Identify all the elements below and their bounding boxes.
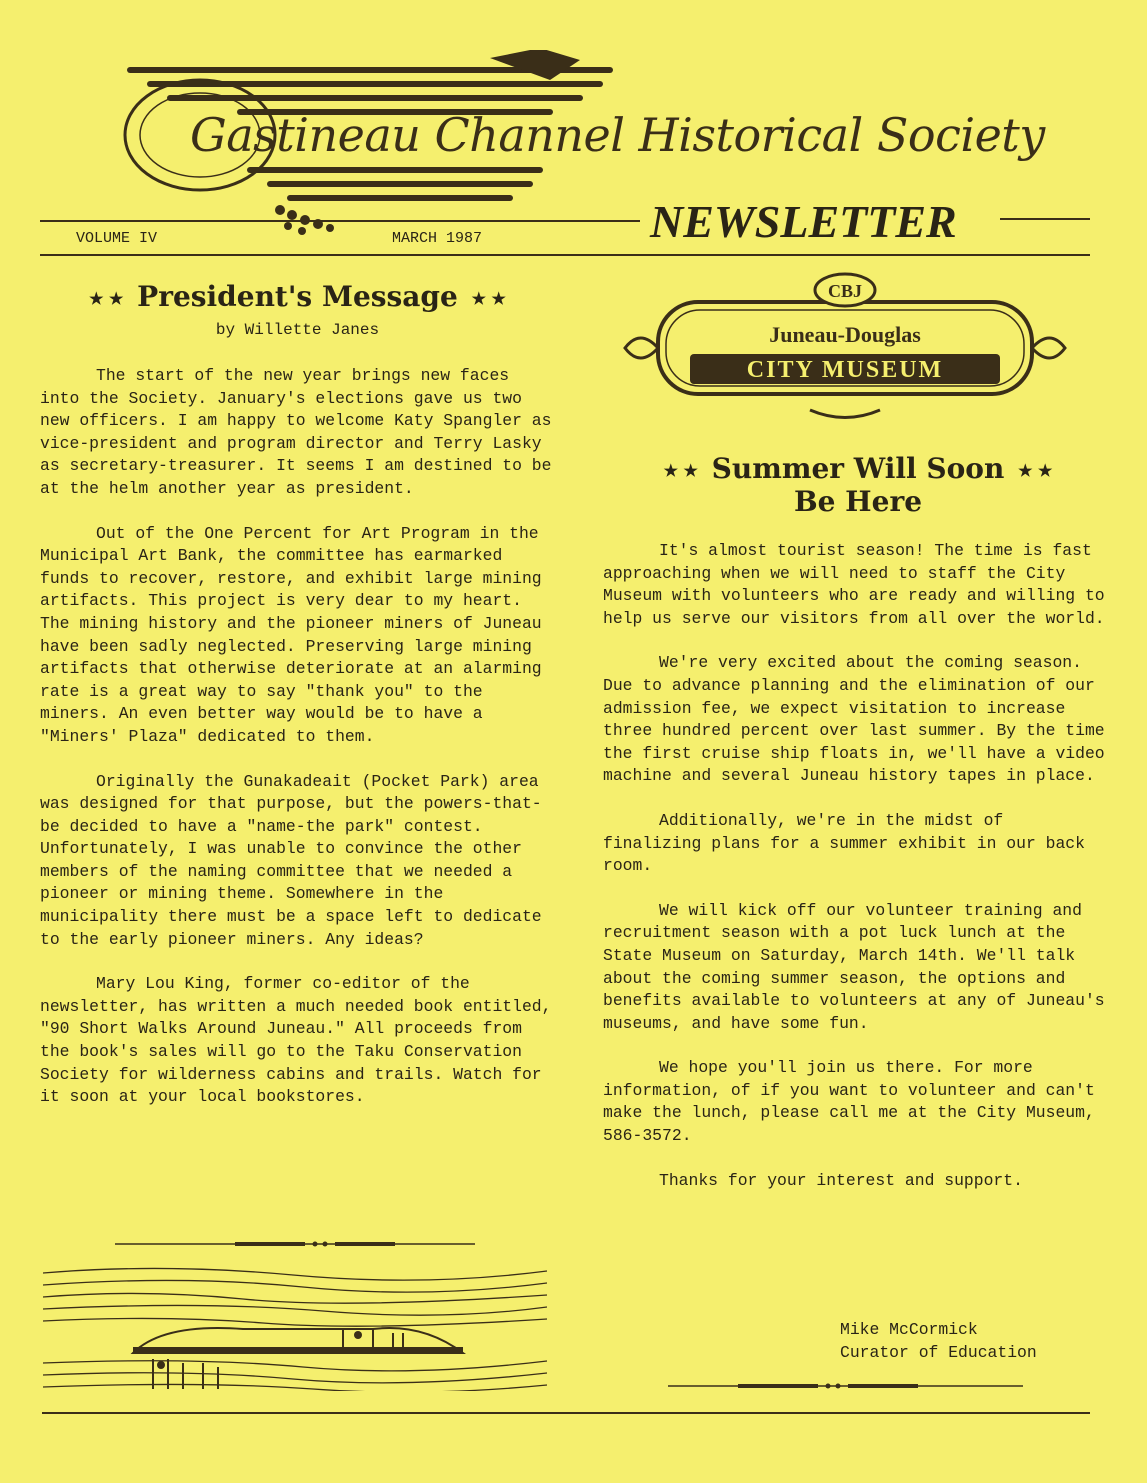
article-heading — [40, 280, 555, 313]
footer-divider — [42, 1412, 1090, 1414]
summer-title-line1: Summer Will Soon — [711, 452, 1005, 485]
star-icon: ★ ★ — [663, 461, 698, 480]
paragraph: Thanks for your interest and support. — [659, 1170, 1023, 1190]
signature-block — [840, 1318, 1037, 1364]
masthead-rule — [40, 220, 640, 222]
star-icon: ★ ★ — [89, 289, 124, 308]
volume-label: VOLUME IV — [76, 230, 158, 247]
paragraph: The start of the new year brings new faces into the Society. January's elections gave us two new officers. I am happy to welcome Katy Spangler as vice-president and program director and Terry Lasky as secretary-treasurer. It seems I am destined to be at the helm another year as president. — [40, 366, 552, 498]
museum-badge-text: CBJ — [827, 281, 863, 301]
issue-date: MARCH 1987 — [392, 230, 483, 247]
summer-title-line2: Be Here — [793, 485, 923, 518]
summer-article — [603, 452, 1113, 1214]
mine-tunnel-illustration — [43, 1263, 547, 1391]
ornament-divider-icon — [115, 1238, 475, 1250]
paragraph: Mary Lou King, former co-editor of the newsletter, has written a much needed book entitled, "90 Short Walks Around Juneau." All proceeds from the book's sales will go to the Taku Conservation Society for wilderness cabins and trails. Watch for it soon at your local bookstores. — [40, 974, 552, 1107]
museum-name-line2: CITY MUSEUM — [746, 357, 944, 383]
newsletter-title: NEWSLETTER — [650, 196, 957, 247]
article-heading — [603, 452, 1113, 485]
masthead — [40, 50, 1090, 260]
paragraph: Originally the Gunakadeait (Pocket Park) area was designed for that purpose, but the powers-that-be decided to have a "name-the park" contest. Unfortunately, I was unable to convince the other members of the naming committee that we needed a pioneer or mining theme. Somewhere in the municipality there must be a space left to dedicate to the early pioneer miners. Any ideas? — [40, 771, 542, 949]
ornament-divider-icon — [668, 1380, 1028, 1392]
paragraph: We will kick off our volunteer training and recruitment season with a pot luck lunch at the State Museum on Saturday, March 14th. We'll talk about the coming summer season, the options and benefits available to volunteers at any of Juneau's museums, and have some fun. — [603, 900, 1105, 1033]
star-icon: ★ ★ — [1018, 461, 1053, 480]
paragraph: Additionally, we're in the midst of finalizing plans for a summer exhibit in our back room. — [603, 810, 1085, 876]
city-museum-logo-icon — [620, 270, 1070, 435]
paragraph: Out of the One Percent for Art Program in the Municipal Art Bank, the committee has earmarked funds to recover, restore, and exhibit large mining artifacts. This project is very dear to my heart. The mining history and the pioneer miners of Juneau have been sadly neglected. Preserving large mining artifacts that otherwise deteriorate at an alarming rate is a great way to say "thank you" to the miners. An even better way would be to have a "Miners' Plaza" dedicated to them. — [40, 523, 542, 746]
header-divider — [40, 254, 1090, 256]
paragraph: We're very excited about the coming season. Due to advance planning and the elimination of our admission fee, we expect visitation to increase three hundred percent over last summer. By the time the first cruise ship floats in, we'll have a video machine and several Juneau history tapes in place. — [603, 653, 1105, 786]
signature-title: Curator of Education — [840, 1343, 1037, 1362]
star-icon: ★ ★ — [471, 289, 506, 308]
museum-name-line1: Juneau-Douglas — [769, 322, 921, 347]
byline: by Willette Janes — [215, 321, 380, 339]
paragraph: We hope you'll join us there. For more information, of if you want to volunteer and can't make the lunch, please call me at the City Museum, 586-3572. — [603, 1058, 1095, 1146]
presidents-message-article — [40, 280, 555, 1131]
paragraph: It's almost tourist season! The time is fast approaching when we will need to staff the City Museum with volunteers who are ready and willing to help us serve our visitors from all over the world. — [603, 541, 1105, 628]
presidents-message-title: President's Message — [137, 280, 458, 313]
newsletter-title-rule — [1000, 218, 1090, 220]
society-name: Gastineau Channel Historical Society — [190, 108, 1045, 162]
signature-name: Mike McCormick — [840, 1320, 978, 1339]
